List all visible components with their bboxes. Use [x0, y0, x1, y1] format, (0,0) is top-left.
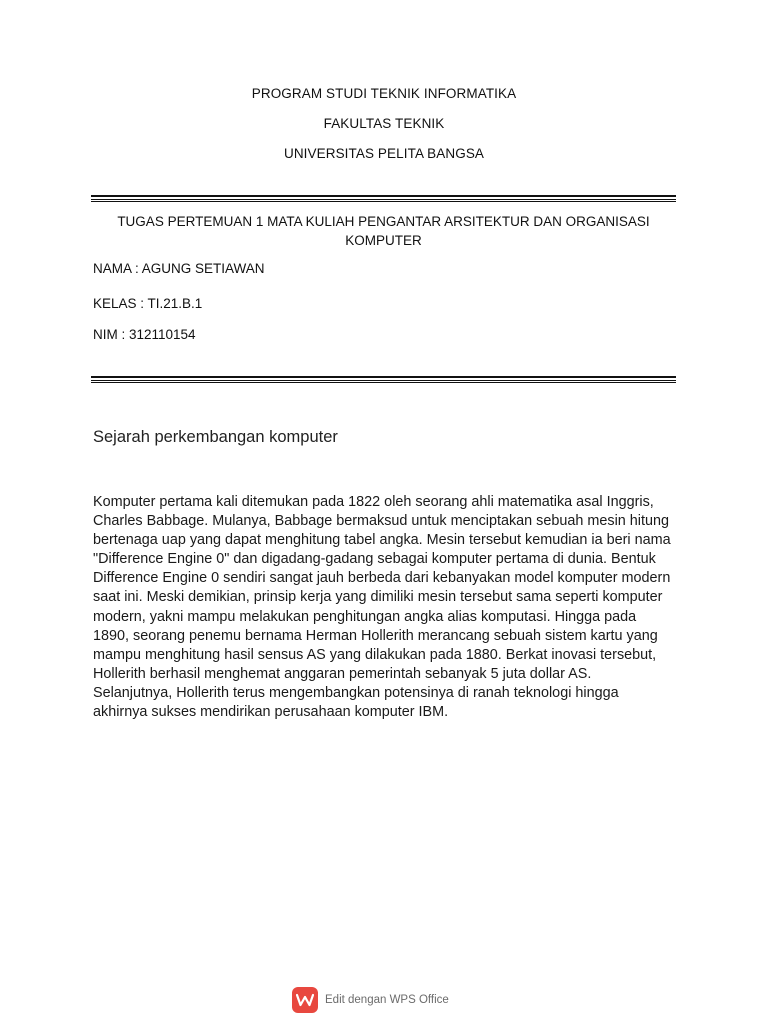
bottom-divider — [91, 376, 676, 383]
wps-office-icon — [292, 987, 318, 1013]
student-name: NAMA : AGUNG SETIAWAN — [93, 261, 265, 276]
wps-edit-label[interactable]: Edit dengan WPS Office — [325, 994, 449, 1006]
student-class: KELAS : TI.21.B.1 — [93, 296, 203, 311]
university-title: UNIVERSITAS PELITA BANGSA — [283, 146, 485, 161]
program-title: PROGRAM STUDI TEKNIK INFORMATIKA — [251, 86, 517, 101]
assignment-title-line1: TUGAS PERTEMUAN 1 MATA KULIAH PENGANTAR ARSITEKTUR DAN ORGANISASI — [117, 214, 650, 229]
body-paragraph: Komputer pertama kali ditemukan pada 1822 oleh seorang ahli matematika asal Inggris, Charles Babbage. Mulanya, Babbage bermaksud untuk menciptakan sebuah mesin hitung bertenaga uap yang dapat menghitung tabel angka. Mesin tersebut kemudian ia beri nama "Difference Engine 0" dan digadang-gadang sebagai komputer pertama di dunia. Bentuk Difference Engine 0 sendiri sangat jauh berbeda dari kebanyakan model komputer modern saat ini. Meski demikian, prinsip kerja yang dimiliki mesin tersebut sama seperti komputer modern, yakni mampu melakukan penghitungan angka alias komputasi. Hingga pada 1890, seorang penemu bernama Herman Hollerith merancang sebuah sistem kartu yang mampu menghitung hasil sensus AS yang dilakukan pada 1880. Berkat inovasi tersebut, Hollerith berhasil menghemat anggaran pemerintah sebanyak 5 juta dollar AS. Selanjutnya, Hollerith terus mengembangkan potensinya di ranah teknologi hingga akhirnya sukses mendirikan perusahaan komputer IBM. — [93, 494, 671, 721]
student-nim: NIM : 312110154 — [93, 327, 196, 342]
wps-edit-link[interactable] — [292, 987, 449, 1013]
faculty-title: FAKULTAS TEKNIK — [323, 116, 445, 131]
assignment-title-line2: KOMPUTER — [345, 233, 422, 248]
section-heading: Sejarah perkembangan komputer — [93, 428, 338, 446]
assignment-title — [91, 212, 676, 250]
top-divider — [91, 195, 676, 202]
